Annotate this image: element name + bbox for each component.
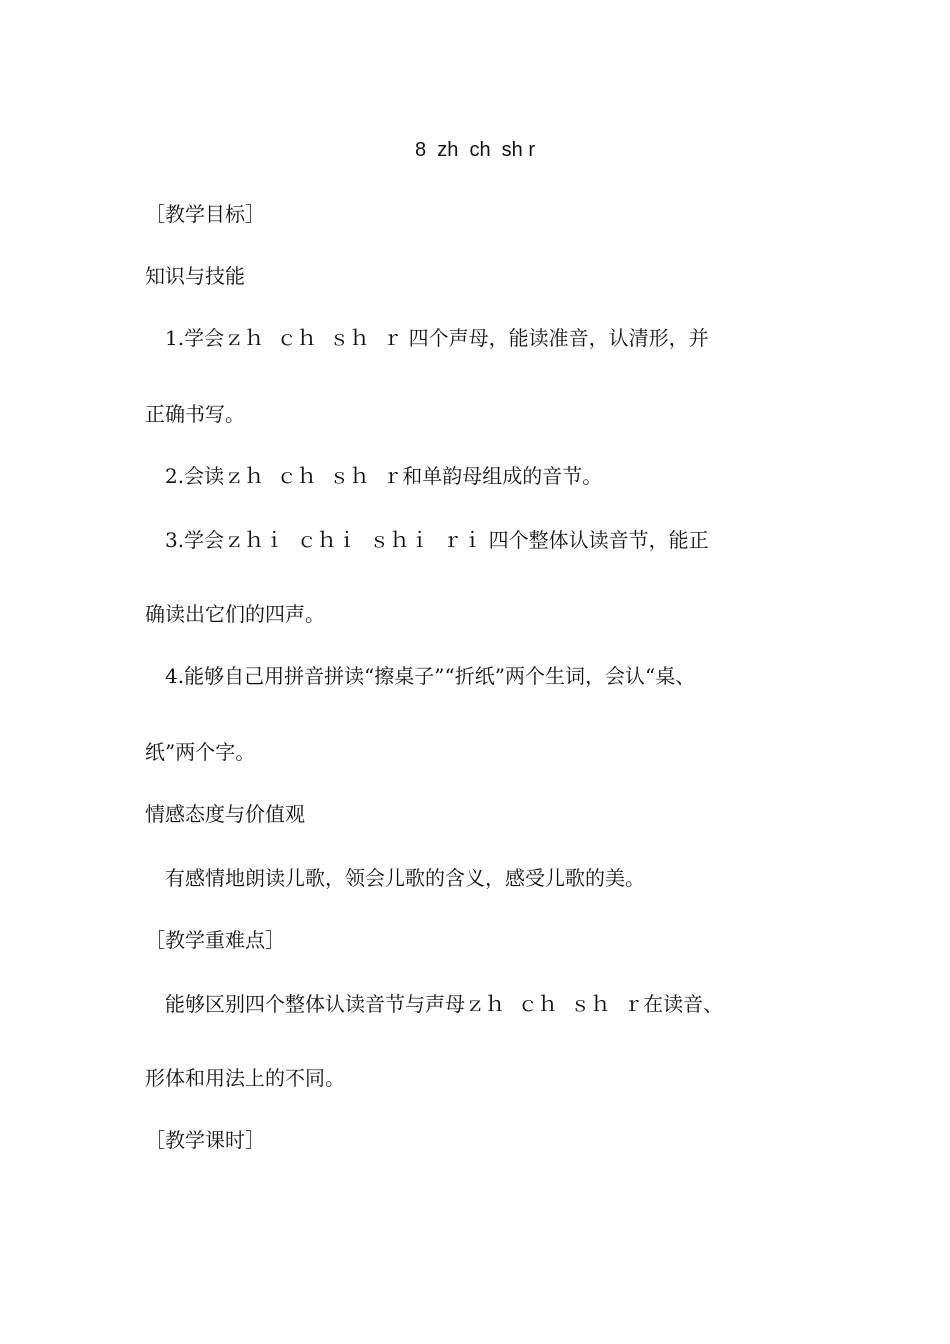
keypoints-line-1: 能够区别四个整体认读音节与声母ｚｈ ｃｈ ｓｈ ｒ在读音、 xyxy=(165,992,724,1016)
objective-item-3-line-2: 确读出它们的四声。 xyxy=(145,602,325,626)
emotion-text: 有感情地朗读儿歌，领会儿歌的含义，感受儿歌的美。 xyxy=(165,866,645,890)
objective-item-1-line-2: 正确书写。 xyxy=(145,402,245,426)
objective-item-4-line-1: 4.能够自己用拼音拼读“擦桌子”“折纸”两个生词，会认“桌、 xyxy=(165,664,696,688)
section-heading-hours: ［教学课时］ xyxy=(145,1128,265,1152)
section-heading-keypoints: ［教学重难点］ xyxy=(145,928,285,952)
section-heading-objectives: ［教学目标］ xyxy=(145,202,265,226)
subheading-knowledge-skills: 知识与技能 xyxy=(145,264,245,288)
objective-item-3-line-1: 3.学会ｚｈｉ ｃｈｉ ｓｈｉ ｒｉ 四个整体认读音节，能正 xyxy=(165,528,709,552)
objective-item-4-line-2: 纸”两个字。 xyxy=(145,740,256,764)
objective-item-2: 2.会读ｚｈ ｃｈ ｓｈ ｒ和单韵母组成的音节。 xyxy=(165,464,603,488)
keypoints-line-2: 形体和用法上的不同。 xyxy=(145,1066,345,1090)
subheading-emotion-values: 情感态度与价值观 xyxy=(145,802,305,826)
document-title: 8 zh ch sh r xyxy=(414,139,536,161)
objective-item-1-line-1: 1.学会ｚｈ ｃｈ ｓｈ ｒ 四个声母，能读准音，认清形，并 xyxy=(165,326,709,350)
